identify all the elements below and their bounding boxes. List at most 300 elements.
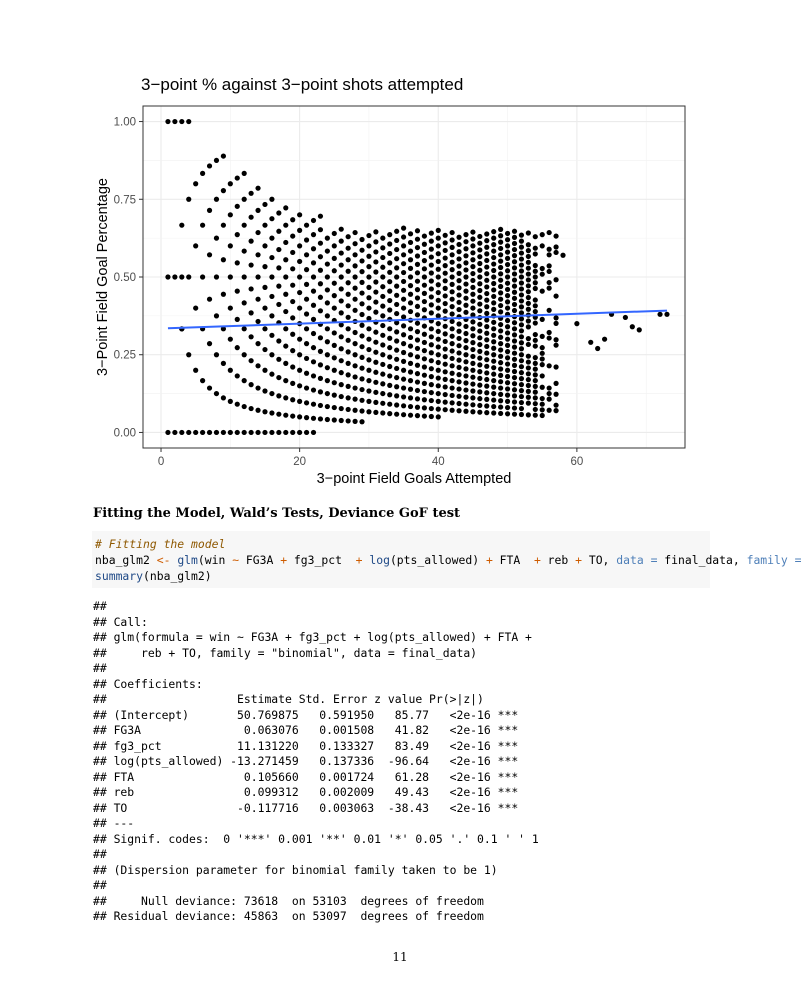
- data-point: [505, 324, 510, 329]
- data-point: [526, 301, 531, 306]
- data-point: [304, 371, 309, 376]
- data-point: [470, 402, 475, 407]
- data-point: [387, 402, 392, 407]
- scatter-chart: [0, 60, 800, 500]
- data-point: [491, 365, 496, 370]
- data-point: [498, 303, 503, 308]
- data-point: [491, 346, 496, 351]
- data-point: [540, 385, 545, 390]
- data-point: [477, 356, 482, 361]
- data-point: [443, 309, 448, 314]
- data-point: [456, 372, 461, 377]
- data-point: [228, 181, 233, 186]
- data-point: [470, 381, 475, 386]
- data-point: [484, 238, 489, 243]
- data-point: [512, 290, 517, 295]
- data-point: [249, 406, 254, 411]
- output-line: ## TO -0.117716 0.003063 -38.43 <2e-16 ***: [93, 800, 519, 815]
- data-point: [450, 371, 455, 376]
- data-point: [519, 262, 524, 267]
- data-point: [214, 352, 219, 357]
- data-point: [477, 403, 482, 408]
- data-point: [512, 302, 517, 307]
- data-point: [470, 299, 475, 304]
- data-point: [491, 274, 496, 279]
- data-point: [255, 363, 260, 368]
- output-line: ## log(pts_allowed) -13.271459 0.137336 -96.64 <2e-16 ***: [93, 754, 519, 768]
- data-point: [373, 370, 378, 375]
- data-point: [352, 286, 357, 291]
- data-point: [332, 355, 337, 360]
- data-point: [456, 408, 461, 413]
- data-point: [436, 344, 441, 349]
- data-point: [346, 326, 351, 331]
- data-point: [401, 243, 406, 248]
- data-point: [380, 304, 385, 309]
- data-point: [429, 390, 434, 395]
- data-point: [346, 338, 351, 343]
- data-point: [484, 410, 489, 415]
- data-point: [505, 380, 510, 385]
- data-point: [311, 387, 316, 392]
- data-point: [186, 352, 191, 357]
- data-point: [325, 365, 330, 370]
- data-point: [505, 237, 510, 242]
- data-point: [484, 291, 489, 296]
- data-point: [242, 326, 247, 331]
- data-point: [235, 232, 240, 237]
- data-point: [588, 340, 593, 345]
- data-point: [394, 302, 399, 307]
- data-point: [450, 237, 455, 242]
- data-point: [470, 326, 475, 331]
- data-point: [526, 295, 531, 300]
- data-point: [498, 284, 503, 289]
- data-point: [463, 402, 468, 407]
- data-point: [200, 171, 205, 176]
- data-point: [200, 274, 205, 279]
- data-point: [297, 414, 302, 419]
- data-point: [505, 231, 510, 236]
- data-point: [401, 226, 406, 231]
- data-point: [443, 293, 448, 298]
- data-point: [498, 335, 503, 340]
- data-point: [207, 208, 212, 213]
- data-point: [394, 311, 399, 316]
- data-point: [463, 253, 468, 258]
- data-point: [380, 401, 385, 406]
- data-point: [533, 401, 538, 406]
- data-point: [297, 228, 302, 233]
- page-number: 11: [392, 950, 408, 964]
- data-point: [235, 317, 240, 322]
- code-line-comment: [95, 536, 225, 552]
- data-point: [339, 394, 344, 399]
- data-point: [359, 312, 364, 317]
- data-point: [401, 394, 406, 399]
- data-point: [470, 271, 475, 276]
- data-point: [373, 289, 378, 294]
- data-point: [269, 216, 274, 221]
- data-point: [526, 401, 531, 406]
- data-point: [415, 371, 420, 376]
- data-point: [408, 369, 413, 374]
- data-point: [373, 360, 378, 365]
- data-point: [505, 361, 510, 366]
- data-point: [179, 430, 184, 435]
- data-point: [415, 379, 420, 384]
- data-point: [498, 392, 503, 397]
- data-point: [235, 430, 240, 435]
- data-point: [498, 354, 503, 359]
- data-point: [408, 361, 413, 366]
- data-point: [346, 407, 351, 412]
- data-point: [352, 241, 357, 246]
- data-point: [560, 253, 565, 258]
- data-point: [352, 308, 357, 313]
- data-point: [512, 399, 517, 404]
- data-point: [200, 378, 205, 383]
- data-point: [408, 378, 413, 383]
- data-point: [505, 256, 510, 261]
- data-point: [325, 378, 330, 383]
- data-point: [304, 297, 309, 302]
- data-point: [249, 262, 254, 267]
- data-point: [498, 309, 503, 314]
- data-point: [436, 375, 441, 380]
- data-point: [519, 388, 524, 393]
- data-point: [366, 254, 371, 259]
- data-point: [242, 404, 247, 409]
- data-point: [477, 396, 482, 401]
- data-point: [422, 340, 427, 345]
- data-point: [491, 294, 496, 299]
- data-point: [325, 261, 330, 266]
- data-point: [553, 233, 558, 238]
- data-point: [547, 335, 552, 340]
- data-point: [456, 292, 461, 297]
- data-point: [380, 265, 385, 270]
- data-point: [269, 430, 274, 435]
- data-point: [526, 248, 531, 253]
- data-point: [491, 300, 496, 305]
- data-point: [470, 285, 475, 290]
- data-point: [200, 223, 205, 228]
- data-point: [491, 397, 496, 402]
- data-point: [249, 430, 254, 435]
- data-point: [422, 291, 427, 296]
- data-point: [401, 350, 406, 355]
- data-point: [450, 400, 455, 405]
- data-point: [373, 269, 378, 274]
- data-point: [179, 223, 184, 228]
- data-point: [505, 374, 510, 379]
- data-point: [290, 364, 295, 369]
- data-point: [512, 381, 517, 386]
- data-point: [311, 317, 316, 322]
- x-tick-label: 40: [431, 456, 445, 468]
- data-point: [429, 398, 434, 403]
- data-point: [519, 358, 524, 363]
- data-point: [339, 250, 344, 255]
- data-point: [249, 215, 254, 220]
- data-point: [387, 251, 392, 256]
- data-point: [415, 346, 420, 351]
- data-point: [255, 274, 260, 279]
- data-point: [165, 119, 170, 124]
- data-point: [346, 269, 351, 274]
- output-line: ## fg3_pct 11.131220 0.133327 83.49 <2e-16 ***: [93, 738, 519, 753]
- data-point: [498, 227, 503, 232]
- data-point: [297, 290, 302, 295]
- data-point: [547, 385, 552, 390]
- y-axis-label: 3−Point Field Goal Percentage: [95, 178, 111, 376]
- data-point: [387, 279, 392, 284]
- data-point: [394, 265, 399, 270]
- data-point: [380, 323, 385, 328]
- data-point: [401, 377, 406, 382]
- data-point: [456, 394, 461, 399]
- data-point: [512, 241, 517, 246]
- data-point: [477, 335, 482, 340]
- data-point: [304, 223, 309, 228]
- data-point: [505, 287, 510, 292]
- data-point: [165, 430, 170, 435]
- data-point: [498, 360, 503, 365]
- data-point: [401, 305, 406, 310]
- data-point: [290, 430, 295, 435]
- data-point: [630, 324, 635, 329]
- data-point: [249, 310, 254, 315]
- data-point: [463, 274, 468, 279]
- data-point: [401, 297, 406, 302]
- data-point: [415, 245, 420, 250]
- output-line: ## (Intercept) 50.769875 0.591950 85.77 <2e-16 ***: [93, 707, 519, 722]
- data-point: [387, 373, 392, 378]
- data-point: [415, 228, 420, 233]
- data-point: [512, 326, 517, 331]
- data-point: [470, 354, 475, 359]
- data-point: [172, 119, 177, 124]
- data-point: [623, 315, 628, 320]
- data-point: [318, 308, 323, 313]
- data-point: [415, 287, 420, 292]
- data-point: [519, 292, 524, 297]
- data-point: [491, 404, 496, 409]
- data-point: [366, 368, 371, 373]
- data-point: [456, 401, 461, 406]
- data-point: [422, 405, 427, 410]
- data-point: [477, 322, 482, 327]
- data-point: [401, 359, 406, 364]
- data-point: [415, 321, 420, 326]
- output-line: ## Signif. codes: 0 '***' 0.001 '**' 0.01 '*' 0.05 '.' 0.1 ' ' 1: [93, 831, 539, 846]
- data-point: [443, 392, 448, 397]
- x-tick-label: 60: [570, 456, 584, 468]
- data-point: [339, 227, 344, 232]
- data-point: [519, 322, 524, 327]
- data-point: [401, 270, 406, 275]
- data-point: [304, 252, 309, 257]
- data-point: [498, 379, 503, 384]
- data-point: [443, 301, 448, 306]
- data-point: [498, 252, 503, 257]
- data-point: [221, 223, 226, 228]
- data-point: [339, 418, 344, 423]
- data-point: [366, 347, 371, 352]
- data-point: [359, 366, 364, 371]
- data-point: [463, 338, 468, 343]
- data-point: [547, 280, 552, 285]
- data-point: [456, 271, 461, 276]
- output-line: ## glm(formula = win ~ FG3A + fg3_pct + log(pts_allowed) + FTA +: [93, 630, 532, 644]
- output-line: ## ---: [93, 816, 135, 830]
- data-point: [519, 256, 524, 261]
- data-point: [221, 395, 226, 400]
- data-point: [415, 329, 420, 334]
- y-tick-label: 0.00: [113, 427, 136, 440]
- section-heading: Fitting the Model, Wald’s Tests, Deviance GoF test: [93, 506, 461, 521]
- data-point: [470, 375, 475, 380]
- data-point: [290, 332, 295, 337]
- data-point: [429, 302, 434, 307]
- data-point: [339, 406, 344, 411]
- data-point: [394, 256, 399, 261]
- data-point: [463, 281, 468, 286]
- data-point: [519, 298, 524, 303]
- data-point: [491, 352, 496, 357]
- data-point: [359, 237, 364, 242]
- data-point: [352, 274, 357, 279]
- data-point: [491, 410, 496, 415]
- data-point: [283, 413, 288, 418]
- data-point: [352, 352, 357, 357]
- data-point: [491, 236, 496, 241]
- data-point: [359, 280, 364, 285]
- data-point: [221, 292, 226, 297]
- data-point: [276, 375, 281, 380]
- data-point: [477, 301, 482, 306]
- data-point: [477, 376, 482, 381]
- data-point: [547, 391, 552, 396]
- data-point: [540, 317, 545, 322]
- data-point: [519, 352, 524, 357]
- data-point: [179, 119, 184, 124]
- data-point: [387, 345, 392, 350]
- data-point: [332, 330, 337, 335]
- data-point: [408, 404, 413, 409]
- data-point: [477, 234, 482, 239]
- data-point: [373, 400, 378, 405]
- data-point: [512, 277, 517, 282]
- data-point: [477, 389, 482, 394]
- data-point: [352, 341, 357, 346]
- data-point: [318, 416, 323, 421]
- data-point: [290, 397, 295, 402]
- data-point: [332, 380, 337, 385]
- data-point: [540, 373, 545, 378]
- data-point: [456, 321, 461, 326]
- data-point: [262, 347, 267, 352]
- data-point: [290, 266, 295, 271]
- data-point: [380, 236, 385, 241]
- data-point: [512, 357, 517, 362]
- data-point: [422, 373, 427, 378]
- data-point: [436, 298, 441, 303]
- data-point: [214, 430, 219, 435]
- data-point: [533, 413, 538, 418]
- data-point: [359, 248, 364, 253]
- data-point: [380, 255, 385, 260]
- data-point: [318, 349, 323, 354]
- data-point: [526, 412, 531, 417]
- data-point: [450, 348, 455, 353]
- data-point: [477, 383, 482, 388]
- data-point: [262, 243, 267, 248]
- data-point: [484, 337, 489, 342]
- data-point: [408, 248, 413, 253]
- data-point: [456, 242, 461, 247]
- data-point: [456, 235, 461, 240]
- data-point: [533, 246, 538, 251]
- data-point: [373, 310, 378, 315]
- data-point: [373, 350, 378, 355]
- data-point: [387, 241, 392, 246]
- data-point: [359, 344, 364, 349]
- data-point: [346, 384, 351, 389]
- data-point: [436, 414, 441, 419]
- data-point: [526, 266, 531, 271]
- data-point: [283, 205, 288, 210]
- data-point: [290, 283, 295, 288]
- data-point: [318, 227, 323, 232]
- data-point: [491, 281, 496, 286]
- data-point: [255, 297, 260, 302]
- data-point: [387, 354, 392, 359]
- data-point: [394, 375, 399, 380]
- data-point: [283, 292, 288, 297]
- data-point: [394, 329, 399, 334]
- data-point: [470, 388, 475, 393]
- data-point: [443, 377, 448, 382]
- data-point: [415, 262, 420, 267]
- data-point: [491, 320, 496, 325]
- data-point: [484, 284, 489, 289]
- data-point: [443, 255, 448, 260]
- data-point: [553, 381, 558, 386]
- data-point: [505, 330, 510, 335]
- data-point: [394, 357, 399, 362]
- data-point: [519, 245, 524, 250]
- data-point: [408, 266, 413, 271]
- data-point: [276, 357, 281, 362]
- data-point: [456, 249, 461, 254]
- data-point: [657, 312, 662, 317]
- data-point: [484, 377, 489, 382]
- data-point: [519, 412, 524, 417]
- data-point: [429, 286, 434, 291]
- data-point: [249, 334, 254, 339]
- data-point: [498, 385, 503, 390]
- data-point: [463, 345, 468, 350]
- data-point: [352, 397, 357, 402]
- data-point: [269, 236, 274, 241]
- data-point: [491, 307, 496, 312]
- data-point: [193, 305, 198, 310]
- data-point: [429, 334, 434, 339]
- data-point: [533, 303, 538, 308]
- data-point: [380, 372, 385, 377]
